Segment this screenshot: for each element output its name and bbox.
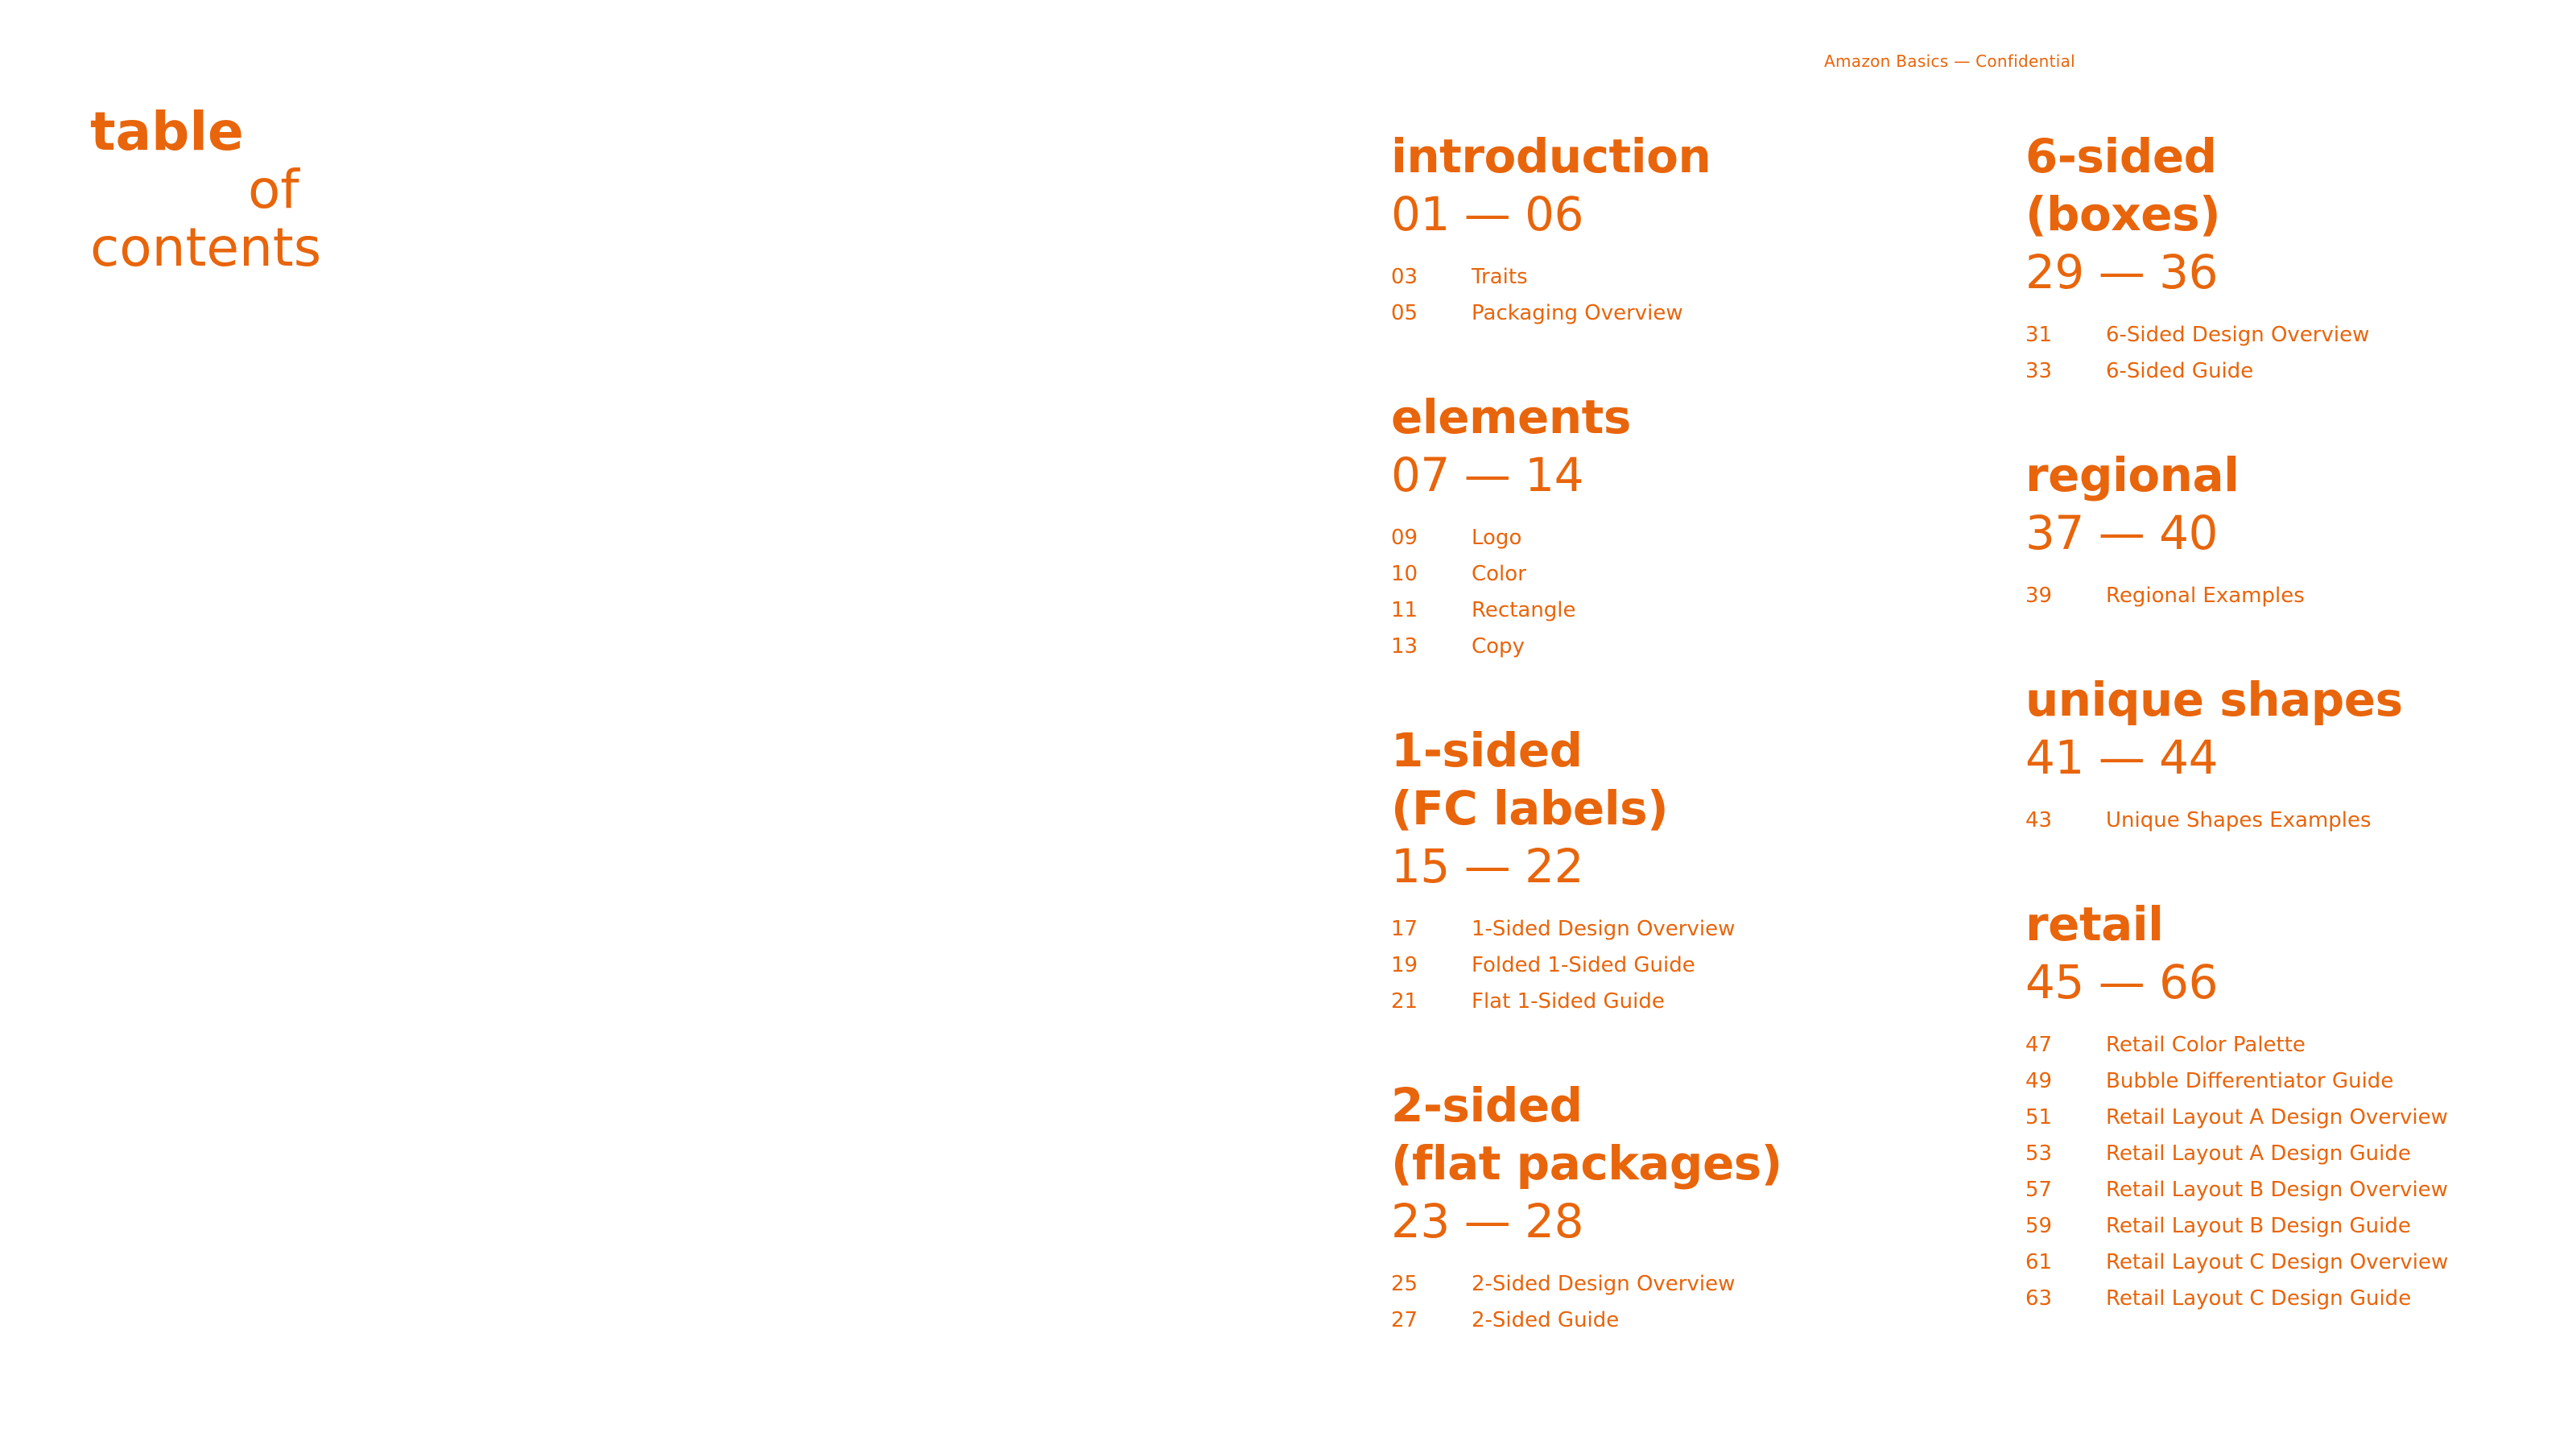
section-page-range: 23 — 28 (1391, 1194, 1583, 1249)
toc-entry-page-number: 13 (1391, 634, 1418, 658)
section-heading: (flat packages) (1391, 1136, 1782, 1191)
toc-entry-page-number: 51 (2025, 1105, 2053, 1129)
section-page-range: 15 — 22 (1391, 839, 1583, 894)
toc-entry-label: Folded 1-Sided Guide (1472, 953, 1695, 977)
toc-entry-page-number: 27 (1391, 1308, 1418, 1332)
toc-entry[interactable] (1391, 556, 1782, 592)
toc-entry-page-number: 31 (2025, 323, 2053, 347)
toc-entry-list (2025, 317, 2448, 390)
toc-entry-page-number: 03 (1391, 265, 1418, 289)
toc-entry-label: Retail Layout C Design Overview (2106, 1250, 2449, 1274)
section-page-range: 01 — 06 (1391, 187, 1583, 242)
toc-column-right (2025, 127, 2448, 1373)
section-heading: 6-sided (2025, 129, 2217, 184)
toc-entry-label: Retail Layout A Design Guide (2106, 1141, 2411, 1166)
toc-entry[interactable] (2025, 353, 2448, 390)
toc-entry-label: Regional Examples (2106, 584, 2305, 608)
toc-entry-label: 2-Sided Guide (1472, 1308, 1620, 1332)
toc-entry-label: Color (1472, 562, 1526, 586)
toc-entry-list (2025, 578, 2448, 614)
section-page-range: 41 — 44 (2025, 730, 2218, 785)
section-heading: 2-sided (1391, 1078, 1583, 1133)
toc-entry-list (1391, 259, 1782, 332)
toc-entry-label: Retail Layout B Design Overview (2106, 1178, 2448, 1202)
section-heading: retail (2025, 897, 2164, 952)
toc-entry-label: Copy (1472, 634, 1525, 658)
toc-entry-list (1391, 911, 1782, 1020)
toc-entry-label: 1-Sided Design Overview (1472, 917, 1736, 941)
toc-entry-label: Retail Color Palette (2106, 1033, 2306, 1057)
toc-entry-label: 6-Sided Design Overview (2106, 323, 2370, 347)
toc-entry[interactable] (2025, 1281, 2448, 1317)
toc-entry-page-number: 11 (1391, 598, 1418, 622)
toc-entry-label: Logo (1472, 526, 1522, 550)
page-title (90, 103, 321, 277)
toc-entry-label: 6-Sided Guide (2106, 359, 2254, 383)
section-heading: unique shapes (2025, 672, 2403, 727)
section-page-range: 45 — 66 (2025, 955, 2218, 1009)
toc-entry[interactable] (2025, 317, 2448, 353)
toc-entry-page-number: 09 (1391, 526, 1418, 550)
toc-entry-page-number: 47 (2025, 1033, 2053, 1057)
toc-entry-label: Rectangle (1472, 598, 1576, 622)
toc-entry[interactable] (2025, 1208, 2448, 1245)
toc-column-left (1391, 127, 1782, 1395)
toc-entry-page-number: 33 (2025, 359, 2053, 383)
toc-entry[interactable] (2025, 803, 2448, 839)
toc-entry-page-number: 19 (1391, 953, 1418, 977)
page-title-line-1: table (90, 101, 244, 163)
toc-entry[interactable] (1391, 629, 1782, 665)
toc-entry[interactable] (1391, 259, 1782, 295)
confidential-label: Amazon Basics — Confidential (1824, 52, 2076, 71)
toc-section (1391, 127, 1782, 332)
toc-entry-list (2025, 803, 2448, 839)
toc-entry-page-number: 53 (2025, 1141, 2053, 1166)
toc-entry[interactable] (1391, 911, 1782, 947)
section-heading: regional (2025, 448, 2240, 502)
toc-entry-page-number: 21 (1391, 989, 1418, 1013)
section-heading: elements (1391, 390, 1631, 444)
toc-entry-page-number: 25 (1391, 1272, 1418, 1296)
toc-entry[interactable] (1391, 1266, 1782, 1302)
toc-entry-page-number: 49 (2025, 1069, 2053, 1093)
toc-entry[interactable] (2025, 578, 2448, 614)
toc-entry-label: Flat 1-Sided Guide (1472, 989, 1665, 1013)
toc-entry-label: Traits (1472, 265, 1528, 289)
toc-entry[interactable] (1391, 592, 1782, 629)
section-heading: (FC labels) (1391, 781, 1669, 836)
page-title-line-3: contents (90, 217, 322, 279)
page-title-line-2: of (248, 159, 299, 221)
section-page-range: 07 — 14 (1391, 448, 1583, 502)
section-page-range: 29 — 36 (2025, 245, 2218, 299)
section-page-range: 37 — 40 (2025, 506, 2218, 560)
toc-entry-label: 2-Sided Design Overview (1472, 1272, 1736, 1296)
toc-entry[interactable] (1391, 947, 1782, 984)
toc-entry-label: Unique Shapes Examples (2106, 808, 2372, 832)
toc-entry-page-number: 57 (2025, 1178, 2053, 1202)
toc-entry-label: Retail Layout B Design Guide (2106, 1214, 2411, 1238)
toc-entry[interactable] (2025, 1136, 2448, 1172)
toc-entry-list (1391, 1266, 1782, 1339)
toc-entry-page-number: 63 (2025, 1286, 2053, 1311)
toc-entry[interactable] (2025, 1172, 2448, 1208)
toc-entry[interactable] (1391, 520, 1782, 556)
toc-entry[interactable] (2025, 1027, 2448, 1063)
section-heading: 1-sided (1391, 723, 1583, 778)
toc-entry[interactable] (1391, 1302, 1782, 1339)
toc-entry-page-number: 05 (1391, 301, 1418, 325)
toc-entry-list (1391, 520, 1782, 665)
toc-entry-list (2025, 1027, 2448, 1317)
toc-section (2025, 127, 2448, 390)
toc-entry[interactable] (2025, 1245, 2448, 1281)
toc-section (2025, 895, 2448, 1317)
toc-entry-label: Packaging Overview (1472, 301, 1683, 325)
toc-entry-page-number: 43 (2025, 808, 2053, 832)
toc-entry-page-number: 10 (1391, 562, 1418, 586)
toc-section (1391, 388, 1782, 665)
section-heading: (boxes) (2025, 187, 2221, 242)
section-heading: introduction (1391, 129, 1711, 184)
toc-entry-page-number: 59 (2025, 1214, 2053, 1238)
toc-entry[interactable] (2025, 1100, 2448, 1136)
toc-section (1391, 1076, 1782, 1339)
toc-entry-label: Retail Layout C Design Guide (2106, 1286, 2412, 1311)
toc-entry-label: Bubble Differentiator Guide (2106, 1069, 2394, 1093)
toc-entry-page-number: 17 (1391, 917, 1418, 941)
toc-entry[interactable] (1391, 984, 1782, 1020)
toc-entry-page-number: 61 (2025, 1250, 2053, 1274)
toc-section (1391, 721, 1782, 1020)
toc-section (2025, 446, 2448, 614)
toc-section (2025, 671, 2448, 839)
toc-entry-page-number: 39 (2025, 584, 2053, 608)
toc-entry-label: Retail Layout A Design Overview (2106, 1105, 2448, 1129)
toc-entry[interactable] (1391, 295, 1782, 332)
toc-entry[interactable] (2025, 1063, 2448, 1100)
